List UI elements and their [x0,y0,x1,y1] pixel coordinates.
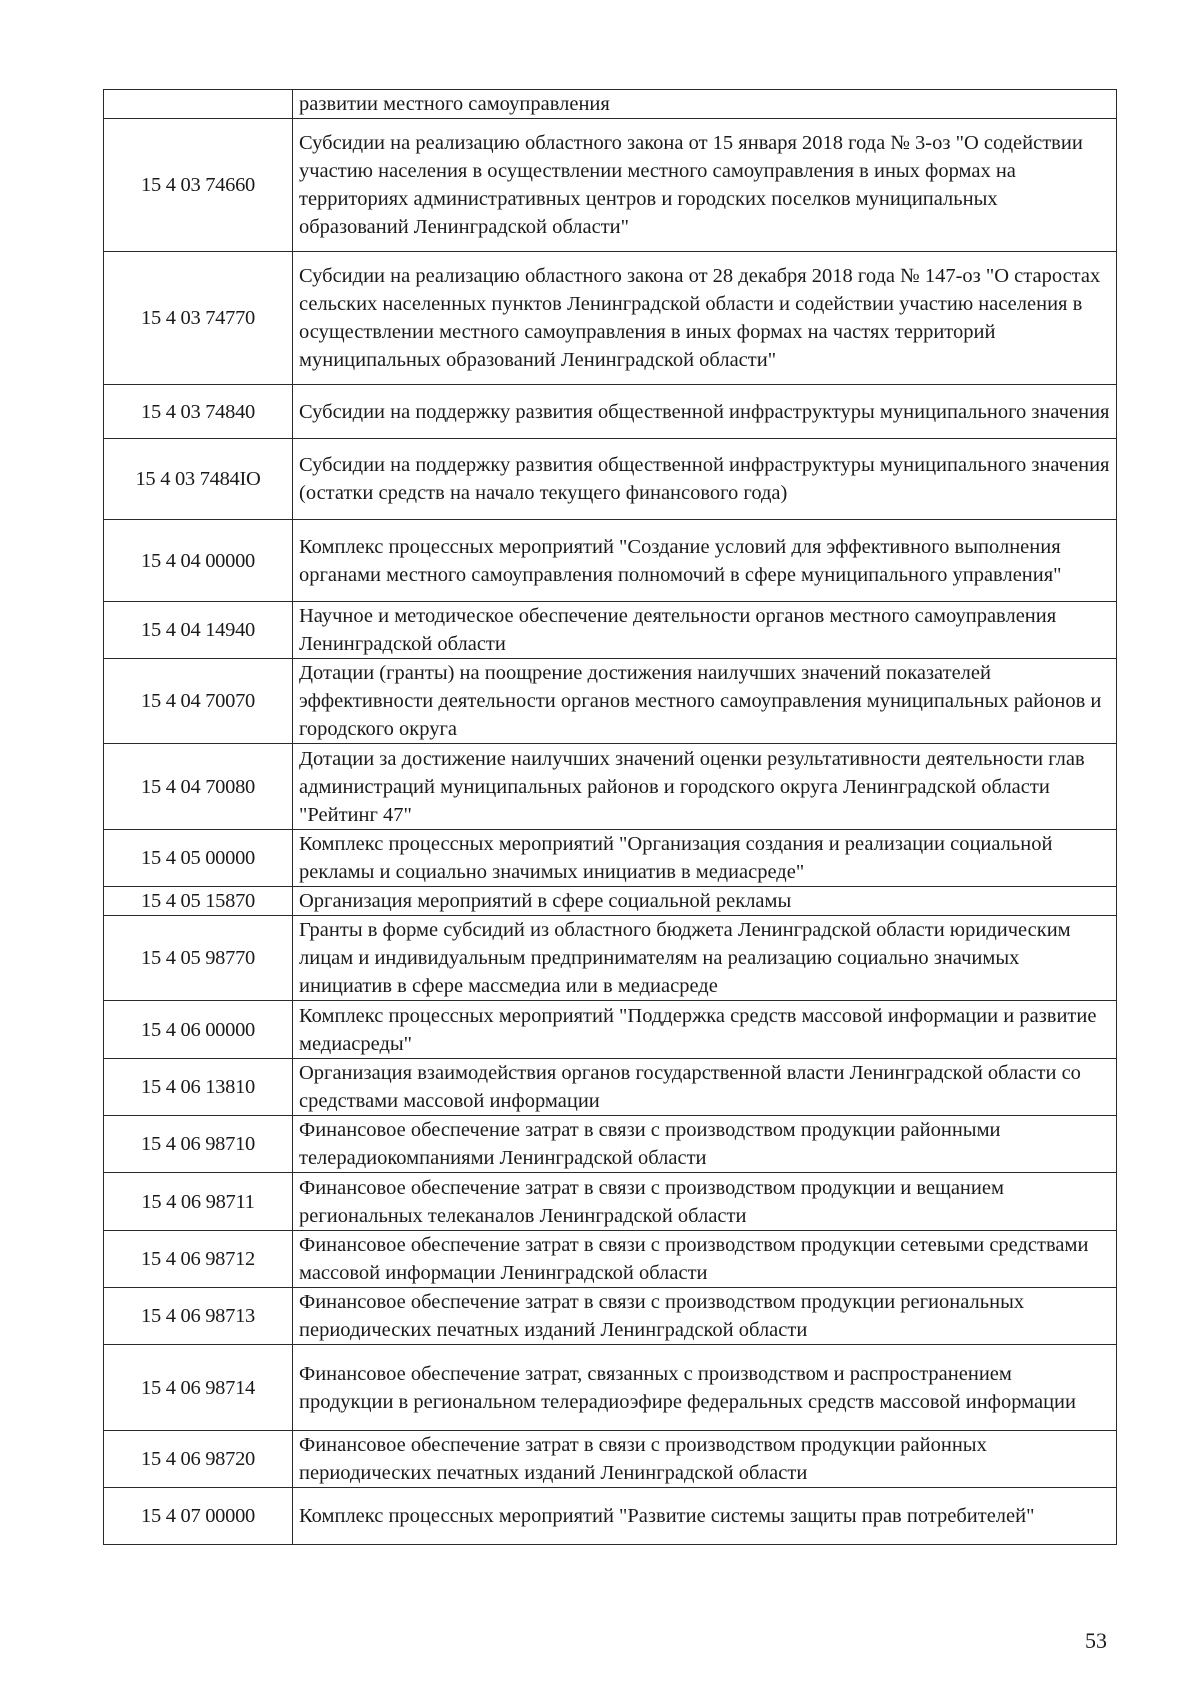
row-code: 15 4 03 74660 [104,119,293,252]
row-code: 15 4 07 00000 [104,1488,293,1545]
row-description: Комплекс процессных мероприятий "Развитие системы защиты прав потребителей" [293,1488,1117,1545]
row-description: Гранты в форме субсидий из областного бюджета Ленинградской области юридическим лицам и индивидуальным предпринимателям на реализацию социально значимых инициатив в сфере массмедиа или в медиасреде [293,916,1117,1001]
table-row [104,744,1117,830]
table-row [104,1059,1117,1116]
row-description: Организация мероприятий в сфере социальной рекламы [293,887,1117,916]
row-description: Финансовое обеспечение затрат в связи с производством продукции сетевыми средствами массовой информации Ленинградской области [293,1231,1117,1288]
row-code: 15 4 05 98770 [104,916,293,1001]
table-row [104,1231,1117,1288]
row-description: Комплекс процессных мероприятий "Создание условий для эффективного выполнения органами местного самоуправления полномочий в сфере муниципального управления" [293,520,1117,602]
page-number: 53 [1085,1628,1107,1653]
row-description: Комплекс процессных мероприятий "Поддержка средств массовой информации и развитие медиасреды" [293,1001,1117,1059]
table-row [104,602,1117,659]
table-row [104,1173,1117,1231]
table-row [104,520,1117,602]
row-code: 15 4 06 98720 [104,1431,293,1488]
table-row [104,1431,1117,1488]
row-code: 15 4 03 7484IO [104,439,293,520]
row-code: 15 4 06 98711 [104,1173,293,1231]
row-description: Финансовое обеспечение затрат в связи с производством продукции и вещанием региональных телеканалов Ленинградской области [293,1173,1117,1231]
row-description: Финансовое обеспечение затрат в связи с производством продукции районными телерадиокомпаниями Ленинградской области [293,1116,1117,1173]
table-row [104,252,1117,385]
row-description: Дотации за достижение наилучших значений оценки результативности деятельности глав администраций муниципальных районов и городского округа Ленинградской области "Рейтинг 47" [293,744,1117,830]
table-row [104,385,1117,439]
table-row [104,1288,1117,1345]
table-row [104,887,1117,916]
row-code: 15 4 05 00000 [104,830,293,887]
row-description: развитии местного самоуправления [293,90,1117,119]
row-description: Финансовое обеспечение затрат, связанных с производством и распространением продукции в региональном телерадиоэфире федеральных средств массовой информации [293,1345,1117,1431]
row-code: 15 4 06 98713 [104,1288,293,1345]
budget-codes-table [103,89,1117,1545]
table-row [104,830,1117,887]
row-code: 15 4 03 74840 [104,385,293,439]
row-description: Дотации (гранты) на поощрение достижения наилучших значений показателей эффективности деятельности органов местного самоуправления муниципальных районов и городского округа [293,659,1117,744]
row-description: Финансовое обеспечение затрат в связи с производством продукции региональных периодических печатных изданий Ленинградской области [293,1288,1117,1345]
table-row [104,90,1117,119]
table-row [104,1116,1117,1173]
row-description: Субсидии на поддержку развития общественной инфраструктуры муниципального значения (остатки средств на начало текущего финансового года) [293,439,1117,520]
row-code: 15 4 04 14940 [104,602,293,659]
row-code: 15 4 03 74770 [104,252,293,385]
row-code: 15 4 06 13810 [104,1059,293,1116]
row-description: Финансовое обеспечение затрат в связи с производством продукции районных периодических печатных изданий Ленинградской области [293,1431,1117,1488]
table-row [104,1001,1117,1059]
row-code [104,90,293,119]
row-code: 15 4 06 00000 [104,1001,293,1059]
row-code: 15 4 06 98710 [104,1116,293,1173]
row-code: 15 4 05 15870 [104,887,293,916]
row-description: Субсидии на реализацию областного закона от 15 января 2018 года № 3-оз "О содействии участию населения в осуществлении местного самоуправления в иных формах на территориях административных центров и городских поселков муниципальных образований Ленинградской области" [293,119,1117,252]
row-description: Организация взаимодействия органов государственной власти Ленинградской области со средствами массовой информации [293,1059,1117,1116]
row-code: 15 4 04 00000 [104,520,293,602]
row-code: 15 4 04 70080 [104,744,293,830]
row-code: 15 4 04 70070 [104,659,293,744]
table-row [104,1488,1117,1545]
table-row [104,916,1117,1001]
table-row [104,659,1117,744]
table-row [104,1345,1117,1431]
row-description: Научное и методическое обеспечение деятельности органов местного самоуправления Ленинградской области [293,602,1117,659]
row-description: Комплекс процессных мероприятий "Организация создания и реализации социальной рекламы и социально значимых инициатив в медиасреде" [293,830,1117,887]
table-row [104,119,1117,252]
table-row [104,439,1117,520]
row-description: Субсидии на поддержку развития общественной инфраструктуры муниципального значения [293,385,1117,439]
row-description: Субсидии на реализацию областного закона от 28 декабря 2018 года № 147-оз "О старостах сельских населенных пунктов Ленинградской области и содействии участию населения в осуществлении местного самоуправления в иных формах на частях территорий муниципальных образований Ленинградской области" [293,252,1117,385]
row-code: 15 4 06 98714 [104,1345,293,1431]
row-code: 15 4 06 98712 [104,1231,293,1288]
